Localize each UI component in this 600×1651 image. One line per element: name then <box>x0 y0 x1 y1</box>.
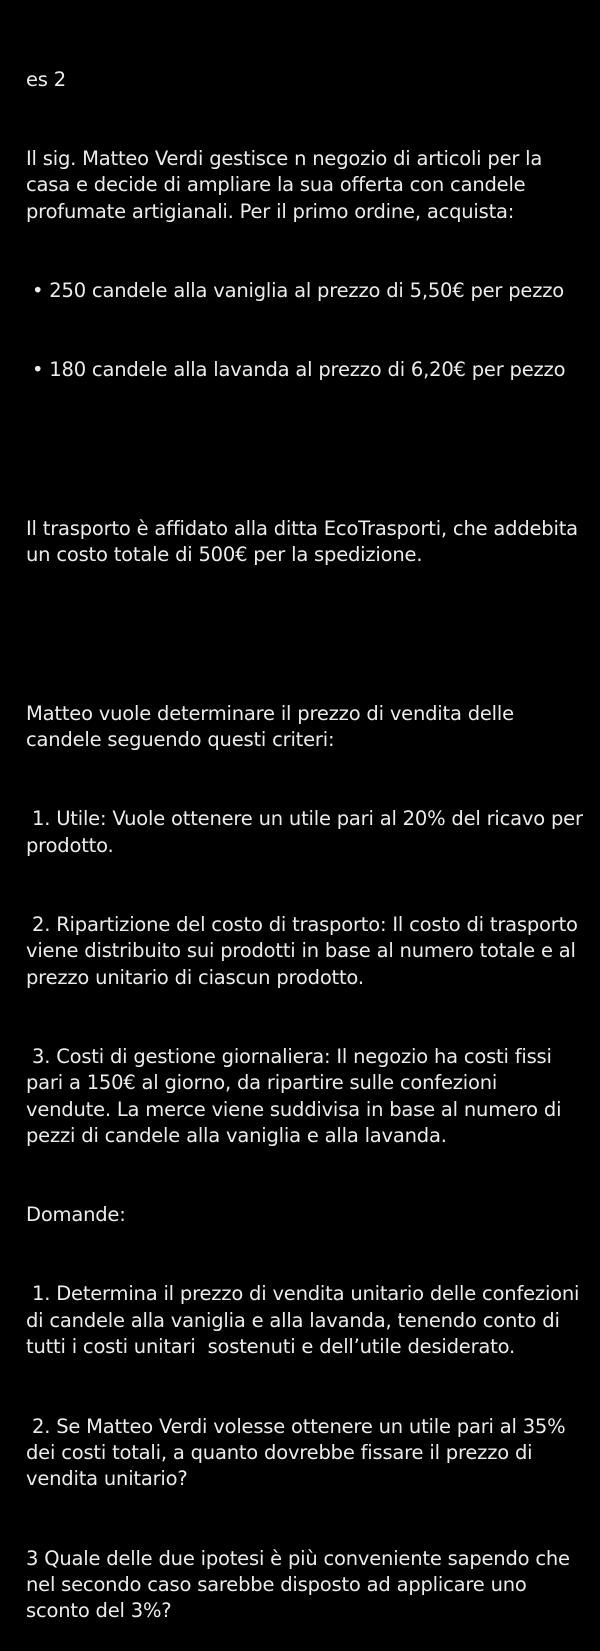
question-1: 1. Determina il prezzo di vendita unitario delle confezioni di candele alla vaniglia e alla lavanda, tenendo conto di tutti i costi unitari sostenuti e dell’utile desiderato. <box>26 1282 586 1359</box>
criterion-transport: 2. Ripartizione del costo di trasporto: Il costo di trasporto viene distribuito sui prodotti in base al numero totale e al prezzo unitario di ciascun prodotto. <box>26 912 584 989</box>
bullet-lavender: • 180 candele alla lavanda al prezzo di 6,20€ per pezzo <box>26 358 566 382</box>
criteria-intro: Matteo vuole determinare il prezzo di vendita delle candele seguendo questi criteri: <box>26 701 520 751</box>
question-2: 2. Se Matteo Verdi volesse ottenere un utile pari al 35% dei costi totali, a quanto dovrebbe fissare il prezzo di vendita unitario? <box>26 1414 572 1491</box>
criterion-profit: 1. Utile: Vuole ottenere un utile pari al 20% del ricavo per prodotto. <box>26 807 589 857</box>
criterion-daily-costs: 3. Costi di gestione giornaliera: Il negozio ha costi fissi pari a 150€ al giorno, da ripartire sulle confezioni vendute. La merce viene suddivisa in base al numero di pezzi di candele alla vaniglia e alla lavanda. <box>26 1044 568 1148</box>
question-3: 3 Quale delle due ipotesi è più conveniente sapendo che nel secondo caso sarebbe disposto ad applicare uno sconto del 3%? <box>26 1546 576 1623</box>
exercise-heading: es 2 <box>26 67 66 91</box>
bullet-vanilla: • 250 candele alla vaniglia al prezzo di 5,50€ per pezzo <box>26 279 565 303</box>
questions-label: Domande: <box>26 1203 126 1227</box>
transport-paragraph: Il trasporto è affidato alla ditta EcoTrasporti, che addebita un costo totale di 500€ per la spedizione. <box>26 516 584 567</box>
message-text <box>26 14 589 1651</box>
paragraph-spacer <box>26 437 586 463</box>
intro-paragraph: Il sig. Matteo Verdi gestisce n negozio di articoli per la casa e decide di ampliare la sua offerta con candele profumate artigianali. Per il primo ordine, acquista: <box>26 147 549 223</box>
paragraph-spacer <box>26 621 586 647</box>
